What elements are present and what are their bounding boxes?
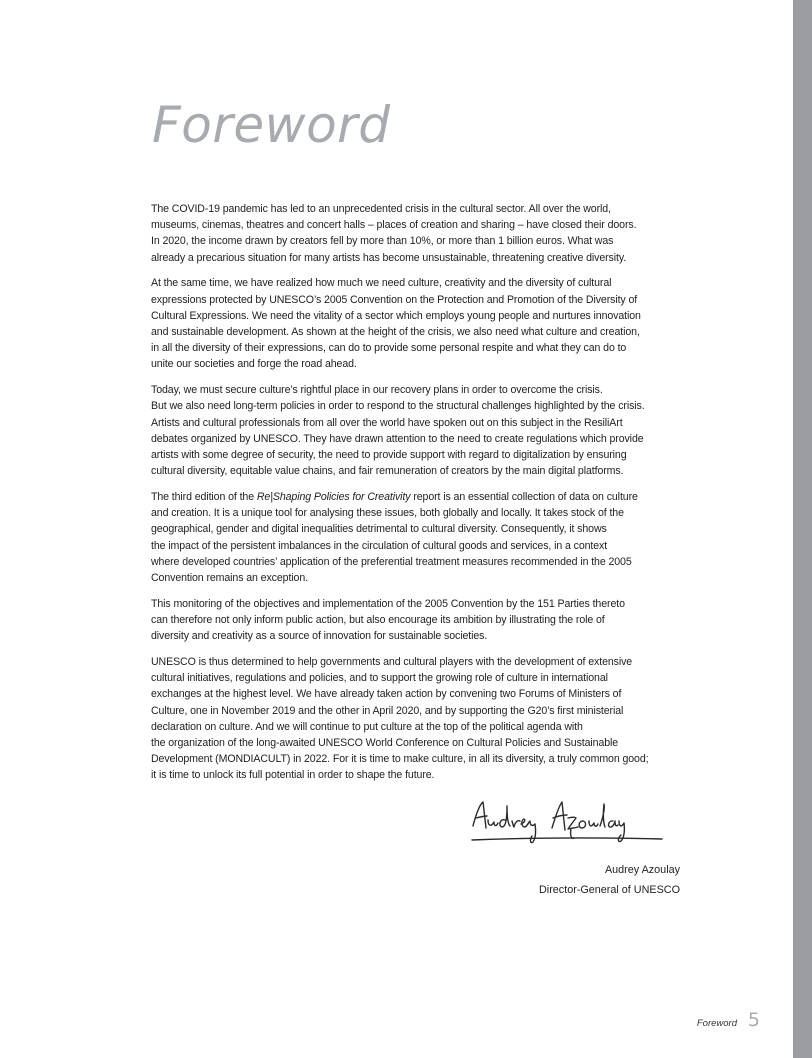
report-title: Re|Shaping Policies for Creativity (256, 491, 411, 504)
paragraph: UNESCO is thus determined to help governments and cultural players with the development of extensive cultural initiatives, regulations and policies, and to support the growing role of culture in international exchanges at the highest level. We have already taken action by convening two Forums of Ministers of Culture, one in November 2019 and the other in April 2020, and by supporting the G20’s first ministerial declaration on culture. And we will continue to put culture at the top of the political agenda with the organization of the long-awaited UNESCO World Conference on Cultural Policies and Sustainable Development (MONDIACULT) in 2022. For it is time to make culture, in all its diversity, a truly common good; it is time to unlock its full potential in order to shape the future. (151, 656, 649, 782)
handwritten-signature (470, 796, 670, 854)
paragraph: This monitoring of the objectives and implementation of the 2005 Convention by the 151 Parties thereto can therefore not only inform public action, but also encourage its ambition by illustrating the role of diversity and creativity as a source of innovation for sustainable societies. (151, 597, 625, 643)
foreword-body (151, 201, 683, 793)
footer-section-label: Foreword (696, 1018, 737, 1029)
paragraph: Today, we must secure culture’s rightful place in our recovery plans in order to overcome the crisis. But we also need long-term policies in order to respond to the structural challenges highlighted by the crisis. Artists and cultural professionals from all over the world have spoken out on this subject in the ResiliArt debates organized by UNESCO. They have drawn attention to the need to create regulations which provide artists with some degree of security, the need to provide support with regard to digitalization by ensuring cultural diversity, equitable value chains, and fair remuneration of creators by the main digital platforms. (151, 384, 645, 478)
signatory-name: Audrey Azoulay (604, 864, 680, 876)
page-number: 5 (747, 1009, 760, 1031)
page-title: Foreword (152, 96, 391, 154)
paragraph-text: The third edition of the (151, 491, 257, 504)
signatory-role: Director-General of UNESCO (539, 884, 680, 896)
page-edge-bar (793, 0, 812, 1058)
paragraph: At the same time, we have realized how much we need culture, creativity and the diversity of cultural expressions protected by UNESCO’s 2005 Convention on the Protection and Promotion of the Diversity of Cultural Expressions. We need the vitality of a sector which employs young people and nurtures innovation and sustainable development. As shown at the height of the crisis, we also need what culture and creation, in all the diversity of their expressions, can do to provide some personal respite and what they can do to unite our societies and forge the road ahead. (151, 277, 641, 371)
paragraph (151, 489, 683, 586)
paragraph: The COVID-19 pandemic has led to an unprecedented crisis in the cultural sector. All over the world, museums, cinemas, theatres and concert halls – places of creation and sharing – have closed their doors. In 2020, the income drawn by creators fell by more than 10%, or more than 1 billion euros. What was already a precarious situation for many artists has become unsustainable, threatening creative diversity. (151, 203, 637, 264)
paragraph-text: report is an essential collection of data on culture and creation. It is a unique tool for analysing these issues, both globally and locally. It takes stock of the geographical, gender and digital inequalities detrimental to cultural diversity. Consequently, it shows the impact of the persistent imbalances in the circulation of cultural goods and services, in a context where developed countries’ application of the preferential treatment measures recommended in the 2005 Convention remains an exception. (151, 491, 638, 585)
